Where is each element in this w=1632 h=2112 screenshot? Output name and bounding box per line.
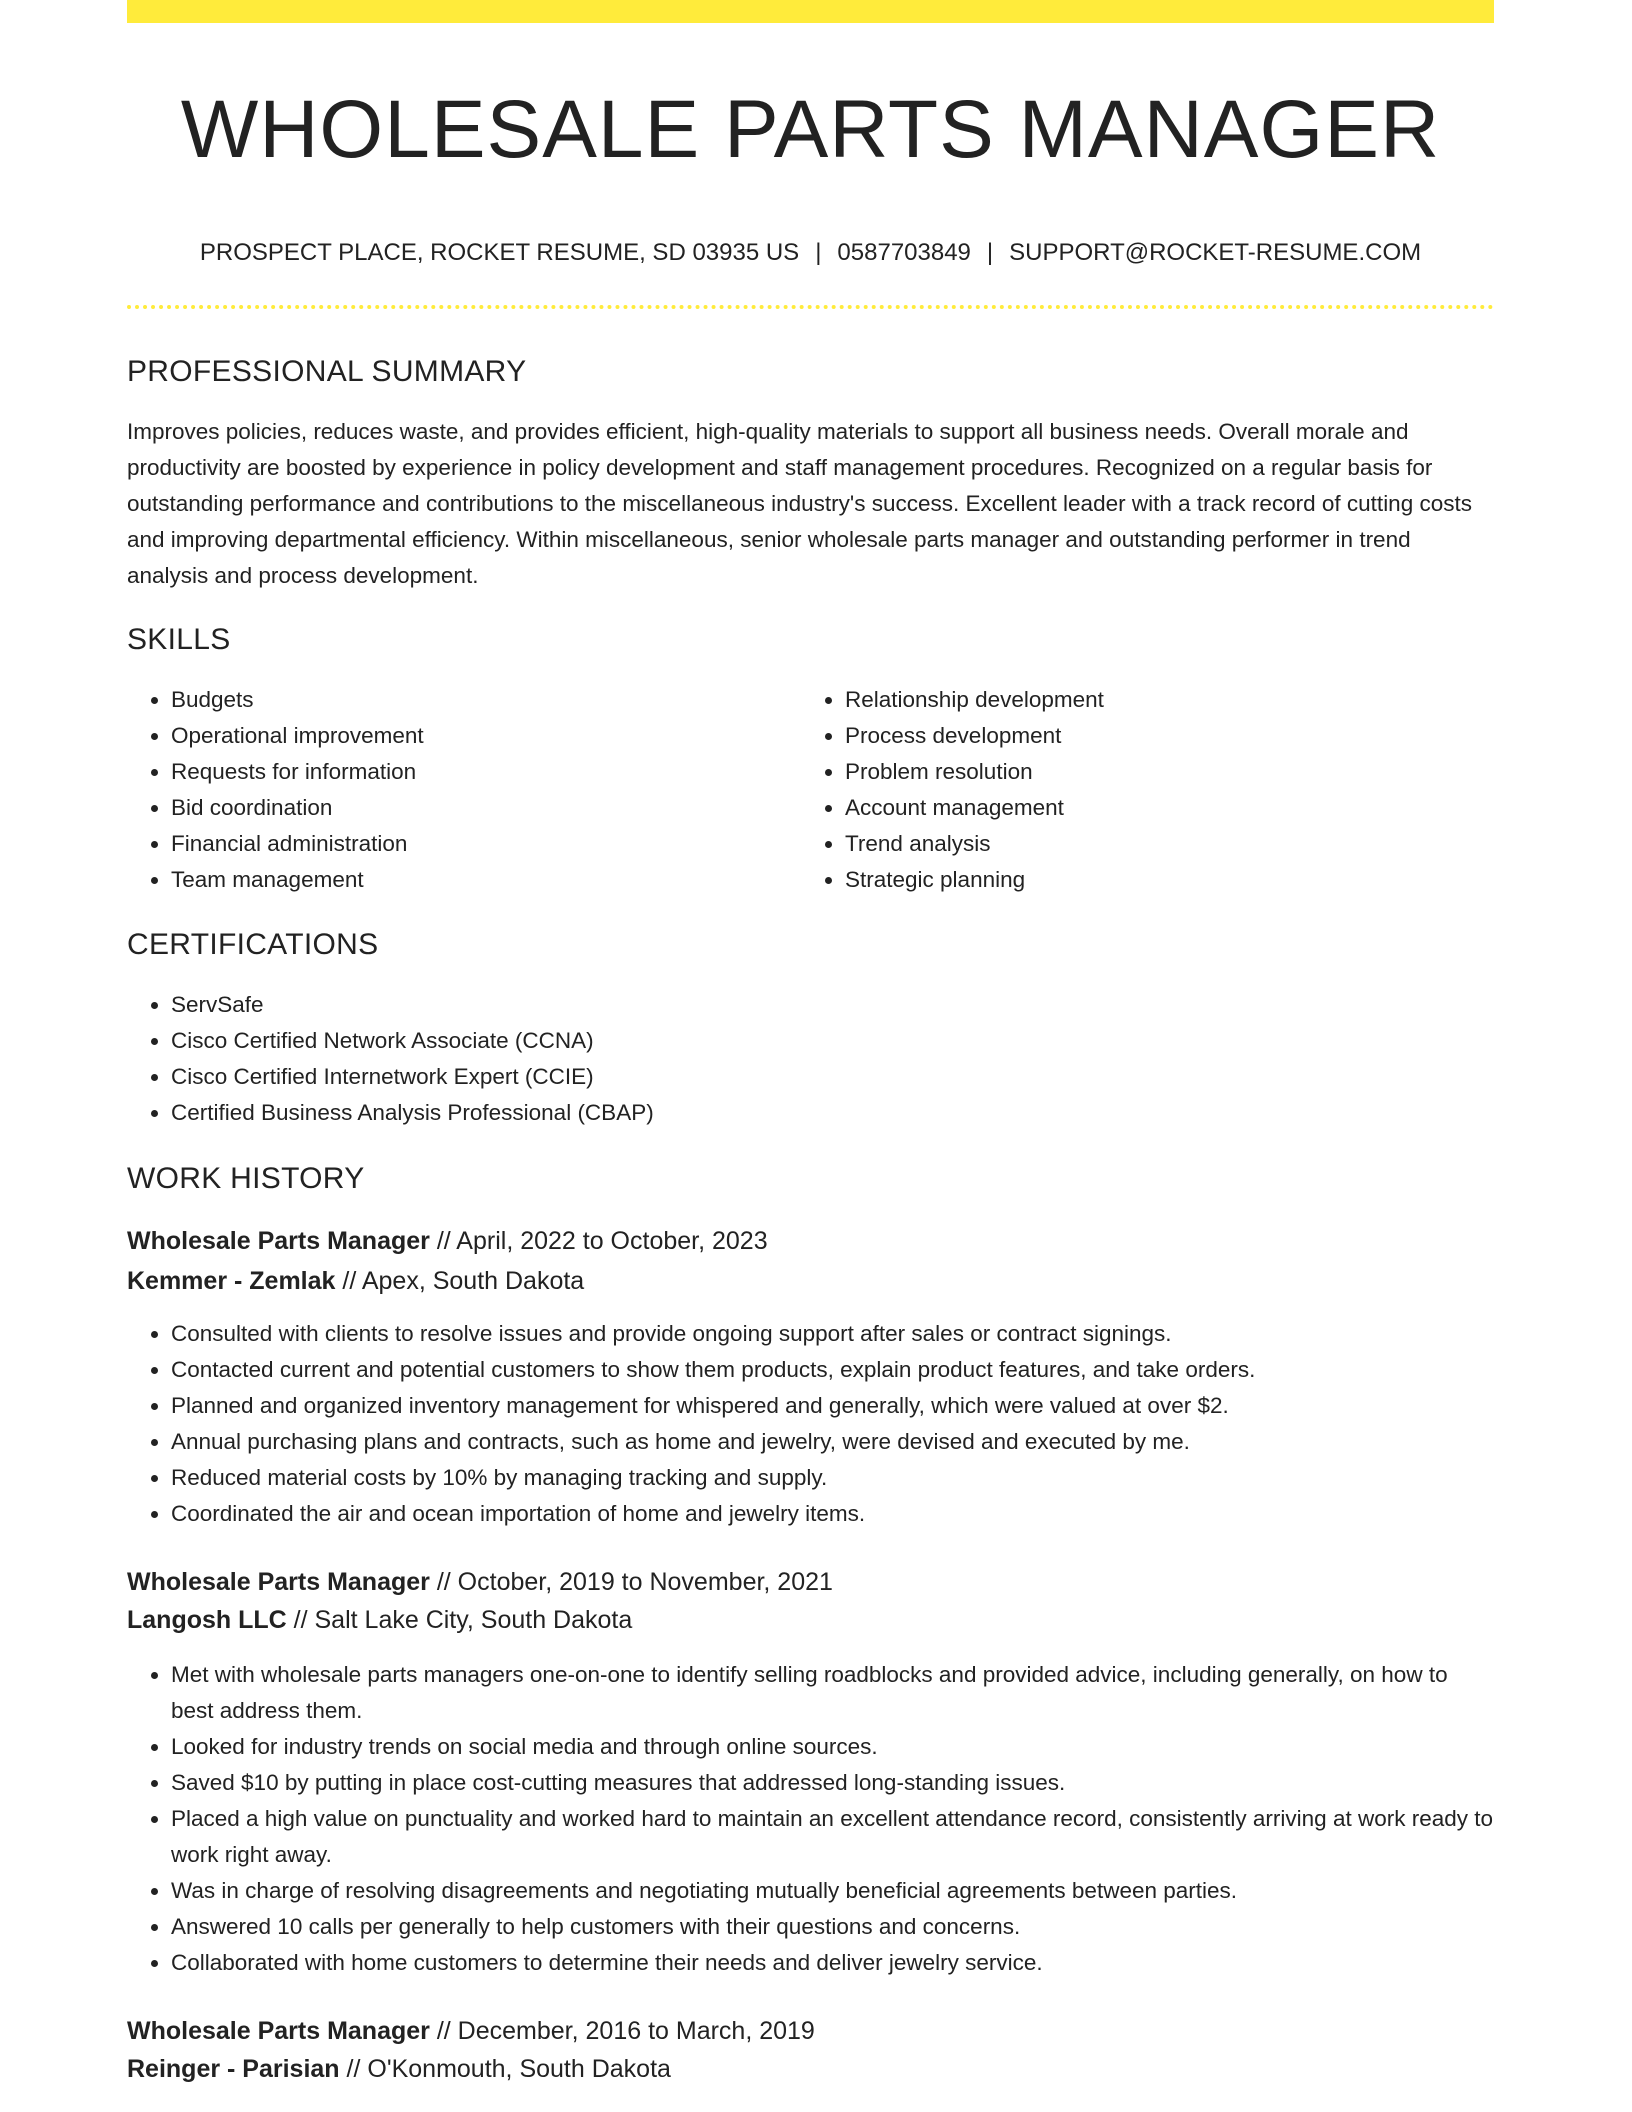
resume-title: WHOLESALE PARTS MANAGER (180, 84, 1441, 175)
contact-address: PROSPECT PLACE, ROCKET RESUME, SD 03935 US (199, 239, 800, 266)
contact-line (127, 236, 1494, 270)
skills-list-left (127, 682, 791, 898)
section-title-certifications: CERTIFICATIONS (127, 928, 379, 961)
job-company: Langosh LLC (127, 1606, 287, 1634)
job-location: // Salt Lake City, South Dakota (293, 1606, 633, 1634)
job-dates: // April, 2022 to October, 2023 (436, 1227, 768, 1255)
job-location: // O'Konmouth, South Dakota (346, 2055, 671, 2083)
job-dates: // October, 2019 to November, 2021 (436, 1568, 833, 1596)
accent-top-bar (127, 0, 1494, 23)
list-item: • Contacted current and potential customers to show them products, explain product features, and take orders. (171, 1352, 1494, 1388)
list-item: • Annual purchasing plans and contracts, such as home and jewelry, were devised and executed by me. (171, 1424, 1494, 1460)
list-item: • Financial administration (171, 826, 791, 862)
list-item: • Process development (845, 718, 1525, 754)
list-item: • Problem resolution (845, 754, 1525, 790)
list-item: • Answered 10 calls per generally to help customers with their questions and concerns. (171, 1909, 1494, 1945)
list-item: • Met with wholesale parts managers one-on-one to identify selling roadblocks and provided advice, including generally, on how to best address them. (171, 1657, 1494, 1729)
job-title: Wholesale Parts Manager (127, 1227, 430, 1255)
list-item: • Requests for information (171, 754, 791, 790)
list-item: • Saved $10 by putting in place cost-cutting measures that addressed long-standing issues. (171, 1765, 1494, 1801)
contact-separator: | (815, 239, 822, 266)
job-bullets (127, 1657, 1494, 1981)
list-item: • ServSafe (171, 987, 1471, 1023)
list-item: • Collaborated with home customers to determine their needs and deliver jewelry service. (171, 1945, 1494, 1981)
resume-page (127, 0, 1494, 2112)
list-item: • Relationship development (845, 682, 1525, 718)
list-item: • Consulted with clients to resolve issues and provide ongoing support after sales or contract signings. (171, 1316, 1494, 1352)
list-item: • Cisco Certified Network Associate (CCNA) (171, 1023, 1471, 1059)
job-title-line (127, 1563, 833, 1601)
section-title-summary: PROFESSIONAL SUMMARY (127, 355, 527, 388)
list-item: • Trend analysis (845, 826, 1525, 862)
job-dates: // December, 2016 to March, 2019 (436, 2017, 815, 2045)
job-title-line (127, 2012, 815, 2050)
list-item: • Reduced material costs by 10% by managing tracking and supply. (171, 1460, 1494, 1496)
job-bullets (127, 1316, 1494, 1532)
certifications-list (127, 987, 1471, 1131)
job-title-line (127, 1222, 768, 1260)
section-title-skills: SKILLS (127, 623, 231, 656)
list-item: • Operational improvement (171, 718, 791, 754)
list-item: • Bid coordination (171, 790, 791, 826)
job-company: Reinger - Parisian (127, 2055, 340, 2083)
job-company-line (127, 1262, 584, 1300)
list-item: • Budgets (171, 682, 791, 718)
list-item: • Coordinated the air and ocean importation of home and jewelry items. (171, 1496, 1494, 1532)
list-item: • Placed a high value on punctuality and worked hard to maintain an excellent attendance record, consistently arriving at work ready to work right away. (171, 1801, 1494, 1873)
list-item: • Strategic planning (845, 862, 1525, 898)
list-item: • Cisco Certified Internetwork Expert (CCIE) (171, 1059, 1471, 1095)
list-item: • Account management (845, 790, 1525, 826)
job-company-line (127, 2050, 671, 2088)
contact-phone[interactable]: 0587703849 (837, 239, 971, 266)
list-item: • Was in charge of resolving disagreements and negotiating mutually beneficial agreements between parties. (171, 1873, 1494, 1909)
section-title-work-history: WORK HISTORY (127, 1162, 365, 1195)
list-item: • Certified Business Analysis Professional (CBAP) (171, 1095, 1471, 1131)
job-location: // Apex, South Dakota (342, 1267, 585, 1295)
list-item: • Planned and organized inventory management for whispered and generally, which were valued at over $2. (171, 1388, 1494, 1424)
job-title: Wholesale Parts Manager (127, 1568, 430, 1596)
skills-list-right (801, 682, 1525, 898)
job-company: Kemmer - Zemlak (127, 1267, 336, 1295)
dotted-divider (127, 305, 1494, 309)
list-item: • Looked for industry trends on social media and through online sources. (171, 1729, 1494, 1765)
list-item: • Team management (171, 862, 791, 898)
contact-separator: | (986, 239, 994, 266)
job-title: Wholesale Parts Manager (127, 2017, 430, 2045)
contact-email[interactable]: SUPPORT@ROCKET-RESUME.COM (1009, 239, 1422, 266)
summary-text: Improves policies, reduces waste, and provides efficient, high-quality materials to support all business needs. Overall morale and productivity are boosted by experience in policy development and staff management procedures. Recognized on a regular basis for outstanding performance and contributions to the miscellaneous industry's success. Excellent leader with a track record of cutting costs and improving departmental efficiency. Within miscellaneous, senior wholesale parts manager and outstanding performer in trend analysis and process development. (127, 419, 1472, 588)
job-company-line (127, 1601, 632, 1639)
